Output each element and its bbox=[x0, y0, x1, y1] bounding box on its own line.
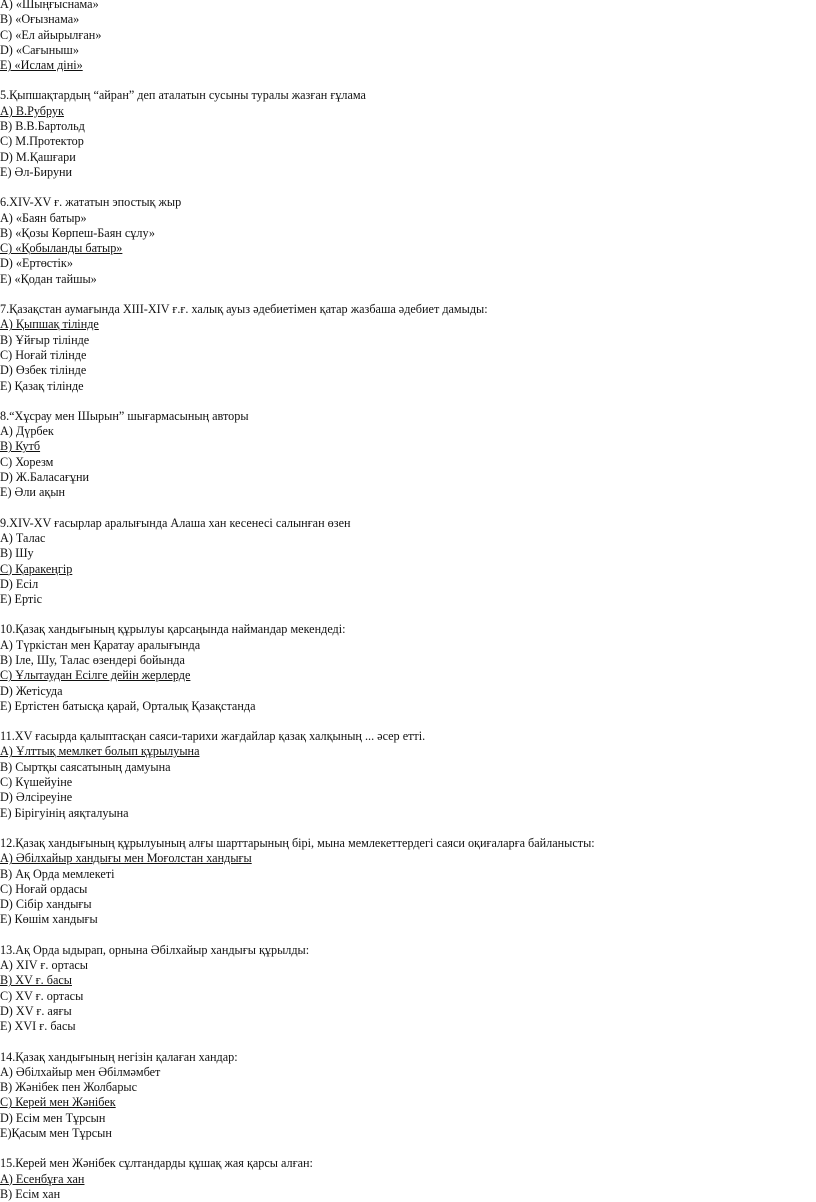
answer-option bbox=[0, 912, 816, 927]
spacer bbox=[0, 928, 816, 943]
question-text: 10.Қазақ хандығының құрылуы қарсаңында наймандар мекендеді: bbox=[0, 622, 346, 637]
answer-option bbox=[0, 226, 816, 241]
answer-option-correct bbox=[0, 851, 816, 866]
answer-option bbox=[0, 897, 816, 912]
answer-option-label: E) «Ислам діні» bbox=[0, 58, 83, 73]
answer-option-label: A) Әбілхайыр мен Әбілмәмбет bbox=[0, 1064, 161, 1079]
answer-option-label: C) Ұлытаудан Есілге дейін жерлерде bbox=[0, 668, 191, 683]
answer-option bbox=[0, 546, 816, 561]
answer-option-label: B) Жәнібек пен Жолбарыс bbox=[0, 1080, 138, 1095]
answer-option-label: A) В.Рубрук bbox=[0, 103, 64, 118]
answer-option-label: A) Әбілхайыр хандығы мен Моғолстан хандығы bbox=[0, 851, 252, 866]
answer-option-label: D) Ж.Баласағұни bbox=[0, 470, 89, 485]
answer-option-correct bbox=[0, 241, 816, 256]
answer-option bbox=[0, 379, 816, 394]
answer-option bbox=[0, 363, 816, 378]
answer-option bbox=[0, 790, 816, 805]
answer-option-label: A) Ұлттық мемлкет болып құрылуына bbox=[0, 744, 200, 759]
answer-option-label: A) Қыпшақ тілінде bbox=[0, 317, 99, 332]
answer-option-label: C) Күшейуіне bbox=[0, 775, 73, 790]
answer-option bbox=[0, 119, 816, 134]
answer-option-label: B) Есім хан bbox=[0, 1186, 61, 1201]
question-block bbox=[0, 302, 816, 394]
answer-option bbox=[0, 1080, 816, 1095]
answer-option bbox=[0, 1019, 816, 1034]
answer-option-label: A) Дүрбек bbox=[0, 424, 54, 439]
answer-option-label: D) Сібір хандығы bbox=[0, 897, 92, 912]
answer-option-label: B) «Қозы Көрпеш-Баян сұлу» bbox=[0, 225, 155, 240]
answer-option-label: A) XIV ғ. ортасы bbox=[0, 958, 88, 973]
answer-option bbox=[0, 531, 816, 546]
answer-option bbox=[0, 485, 816, 500]
answer-option bbox=[0, 134, 816, 149]
answer-option bbox=[0, 760, 816, 775]
spacer bbox=[0, 287, 816, 302]
answer-option-label: C) «Қобыланды батыр» bbox=[0, 241, 123, 256]
answer-option-correct bbox=[0, 439, 816, 454]
question-block bbox=[0, 1050, 816, 1142]
answer-option bbox=[0, 592, 816, 607]
question-block bbox=[0, 1156, 816, 1202]
answer-option-label: B) «Оғызнама» bbox=[0, 12, 80, 27]
answer-option bbox=[0, 256, 816, 271]
answer-option bbox=[0, 43, 816, 58]
question-block bbox=[0, 836, 816, 928]
answer-option bbox=[0, 1004, 816, 1019]
spacer bbox=[0, 394, 816, 409]
answer-option bbox=[0, 1187, 816, 1202]
answer-option-label: C) «Ел айырылған» bbox=[0, 27, 102, 42]
answer-option-label: C) Керей мен Жәнібек bbox=[0, 1095, 116, 1110]
answer-option-label: B) Ұйғыр тілінде bbox=[0, 332, 90, 347]
answer-option-label: C) Ноғай ордасы bbox=[0, 881, 88, 896]
answer-option-correct bbox=[0, 744, 816, 759]
answer-option-label: C) Қаракеңгір bbox=[0, 561, 73, 576]
question-block bbox=[0, 516, 816, 608]
answer-option-label: D) Есім мен Тұрсын bbox=[0, 1110, 106, 1125]
answer-option-label: B) Іле, Шу, Талас өзендері бойында bbox=[0, 652, 185, 667]
answer-option bbox=[0, 150, 816, 165]
answer-option-label: C) Ноғай тілінде bbox=[0, 347, 87, 362]
answer-option-correct bbox=[0, 1172, 816, 1187]
answer-option bbox=[0, 165, 816, 180]
question-block bbox=[0, 409, 816, 501]
answer-option bbox=[0, 684, 816, 699]
answer-option-label: E) «Қодан тайшы» bbox=[0, 271, 97, 286]
answer-option-label: A) Талас bbox=[0, 530, 46, 545]
answer-option-correct bbox=[0, 562, 816, 577]
answer-option bbox=[0, 28, 816, 43]
answer-option-label: D) «Сағыныш» bbox=[0, 42, 79, 57]
answer-option-correct bbox=[0, 973, 816, 988]
answer-option bbox=[0, 1111, 816, 1126]
question-text: 9.XIV-XV ғасырлар аралығында Алаша хан кесенесі салынған өзен bbox=[0, 515, 351, 530]
answer-option-label: C) XV ғ. ортасы bbox=[0, 988, 84, 1003]
answer-option bbox=[0, 272, 816, 287]
answer-option-label: A) Есенбұға хан bbox=[0, 1171, 85, 1186]
answer-option bbox=[0, 1065, 816, 1080]
answer-option-correct bbox=[0, 58, 816, 73]
answer-option-label: E)Қасым мен Тұрсын bbox=[0, 1126, 112, 1140]
spacer bbox=[0, 501, 816, 516]
answer-option bbox=[0, 638, 816, 653]
answer-option-label: E) Ертіс bbox=[0, 592, 43, 607]
question-block bbox=[0, 0, 816, 73]
answer-option-label: D) Әлсіреуіне bbox=[0, 790, 73, 805]
spacer bbox=[0, 73, 816, 88]
answer-option bbox=[0, 867, 816, 882]
answer-option bbox=[0, 455, 816, 470]
answer-option-label: B) XV ғ. басы bbox=[0, 973, 72, 988]
answer-option-label: E) Ертістен батысқа қарай, Орталық Қазақстанда bbox=[0, 698, 256, 713]
question-text: 7.Қазақстан аумағында XIII-XIV ғ.ғ. халық ауыз әдебиетімен қатар жазбаша әдебиет дамыды: bbox=[0, 302, 488, 317]
answer-option bbox=[0, 958, 816, 973]
question-block bbox=[0, 729, 816, 821]
question-block bbox=[0, 622, 816, 714]
spacer bbox=[0, 1141, 816, 1156]
answer-option bbox=[0, 348, 816, 363]
answer-option bbox=[0, 12, 816, 27]
question-text: 14.Қазақ хандығының негізін қалаған хандар: bbox=[0, 1049, 238, 1064]
question-text: 15.Керей мен Жәнібек сұлтандарды құшақ жая қарсы алған: bbox=[0, 1156, 313, 1171]
answer-option-label: E) XVI ғ. басы bbox=[0, 1019, 76, 1034]
spacer bbox=[0, 821, 816, 836]
answer-option-correct bbox=[0, 668, 816, 683]
answer-option-label: E) Әли ақын bbox=[0, 485, 66, 500]
answer-option-label: D) «Ертөстік» bbox=[0, 256, 73, 271]
answer-option bbox=[0, 211, 816, 226]
answer-option-label: A) Түркістан мен Қаратау аралығында bbox=[0, 637, 201, 652]
answer-option-label: E) Көшім хандығы bbox=[0, 912, 98, 927]
answer-option bbox=[0, 424, 816, 439]
answer-option-correct bbox=[0, 1095, 816, 1110]
answer-option bbox=[0, 882, 816, 897]
question-text: 8.“Хұсрау мен Шырын” шығармасының авторы bbox=[0, 408, 249, 423]
answer-option-label: E) Әл-Бируни bbox=[0, 164, 73, 179]
answer-option-label: E) Бірігуінің аяқталуына bbox=[0, 805, 129, 820]
answer-option bbox=[0, 699, 816, 714]
answer-option-label: D) М.Қашғари bbox=[0, 149, 76, 164]
answer-option-label: B) Шу bbox=[0, 546, 34, 561]
answer-option-label: D) XV ғ. аяғы bbox=[0, 1003, 72, 1018]
question-text: 6.XIV-XV ғ. жататын эпостық жыр bbox=[0, 195, 182, 210]
answer-option bbox=[0, 653, 816, 668]
spacer bbox=[0, 714, 816, 729]
question-text: 12.Қазақ хандығының құрылуының алғы шарттарының бірі, мына мемлекеттердегі саяси оқиғаларға байланысты: bbox=[0, 835, 595, 850]
answer-option-label: A) «Шыңғыснама» bbox=[0, 0, 99, 11]
answer-option-label: D) Жетісуда bbox=[0, 683, 63, 698]
answer-option-label: A) «Баян батыр» bbox=[0, 210, 87, 225]
spacer bbox=[0, 180, 816, 195]
question-block bbox=[0, 195, 816, 287]
answer-option bbox=[0, 806, 816, 821]
answer-option-label: B) В.В.Бартольд bbox=[0, 119, 85, 134]
question-text: 5.Қыпшақтардың “айран” деп аталатын сусыны туралы жазған ғұлама bbox=[0, 88, 366, 103]
answer-option-label: C) Хорезм bbox=[0, 454, 54, 469]
spacer bbox=[0, 1035, 816, 1050]
answer-option-label: C) М.Протектор bbox=[0, 134, 84, 149]
answer-option-label: D) Өзбек тілінде bbox=[0, 363, 87, 378]
answer-option-label: D) Есіл bbox=[0, 576, 39, 591]
answer-option bbox=[0, 577, 816, 592]
answer-option bbox=[0, 0, 816, 12]
spacer bbox=[0, 607, 816, 622]
answer-option-label: B) Ақ Орда мемлекеті bbox=[0, 866, 115, 881]
answer-option-correct bbox=[0, 104, 816, 119]
answer-option bbox=[0, 989, 816, 1004]
question-text: 13.Ақ Орда ыдырап, орнына Әбілхайыр хандығы құрылды: bbox=[0, 942, 310, 957]
answer-option bbox=[0, 333, 816, 348]
answer-option bbox=[0, 775, 816, 790]
answer-option bbox=[0, 1126, 816, 1141]
question-block bbox=[0, 88, 816, 180]
answer-option-label: E) Қазақ тілінде bbox=[0, 378, 84, 393]
question-text: 11.XV ғасырда қалыптасқан саяси-тарихи жағдайлар қазақ халқының ... әсер етті. bbox=[0, 729, 426, 744]
answer-option-label: B) Сыртқы саясатының дамуына bbox=[0, 759, 171, 774]
answer-option bbox=[0, 470, 816, 485]
answer-option-correct bbox=[0, 317, 816, 332]
question-block bbox=[0, 943, 816, 1035]
answer-option-label: B) Кутб bbox=[0, 439, 41, 454]
